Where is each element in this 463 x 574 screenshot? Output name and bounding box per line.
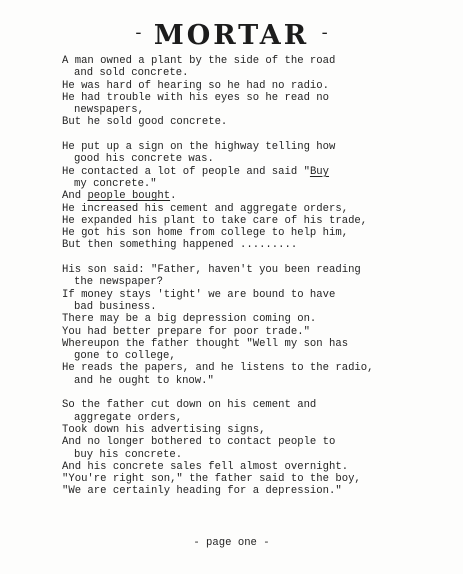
stanza (62, 141, 457, 252)
underlined-text: Buy (309, 165, 330, 178)
line-text: And no longer bothered to contact people to (62, 436, 336, 449)
line-text: He got his son home from college to help him, (62, 227, 349, 240)
stanza (62, 264, 457, 387)
text-line (62, 289, 457, 301)
line-text: and sold concrete. (74, 67, 189, 80)
line-text: and he ought to know." (74, 374, 214, 387)
text-line (62, 55, 457, 67)
line-text: good his concrete was. (74, 153, 214, 166)
text-line (62, 239, 457, 251)
page-footer: - page one - (193, 537, 270, 549)
text-line (62, 166, 457, 178)
line-text: Took down his advertising signs, (62, 423, 266, 436)
text-line (62, 92, 457, 104)
line-text: He put up a sign on the highway telling how (62, 141, 336, 154)
line-text: the newspaper? (74, 276, 164, 289)
text-line (62, 178, 457, 190)
text-line (62, 276, 457, 288)
text-line (62, 375, 457, 387)
line-text: "We are certainly heading for a depression." (62, 485, 342, 498)
line-text: bad business. (74, 300, 157, 313)
title-text: MORTAR (153, 20, 310, 51)
line-text: But he sold good concrete. (62, 116, 228, 129)
line-text: newspapers, (74, 104, 144, 117)
line-text: "You're right son," the father said to the boy, (62, 473, 361, 486)
line-text: aggregate orders, (74, 411, 183, 424)
text-line (62, 190, 457, 202)
line-text: Whereupon the father thought "Well my son has (62, 337, 349, 350)
text-line (62, 362, 457, 374)
text-line (62, 203, 457, 215)
line-text: His son said: "Father, haven't you been reading (62, 264, 361, 277)
text-line (62, 412, 457, 424)
text-line (62, 461, 457, 473)
text-line (62, 485, 457, 497)
line-text-after: . (170, 190, 177, 203)
line-text: And his concrete sales fell almost overnight. (62, 460, 349, 473)
line-text: And (62, 190, 88, 203)
underlined-text: people bought (87, 190, 171, 203)
line-text: So the father cut down on his cement and (62, 399, 317, 412)
text-line (62, 338, 457, 350)
line-text: But then something happened ......... (62, 239, 298, 252)
line-text: He reads the papers, and he listens to the radio, (62, 362, 374, 375)
text-line (62, 399, 457, 411)
stanza (62, 55, 457, 129)
title-dash-right: - (321, 22, 328, 43)
title-dash-left: - (135, 22, 142, 43)
text-line (62, 424, 457, 436)
text-line (62, 80, 457, 92)
document-title (0, 20, 463, 51)
line-text: He was hard of hearing so he had no radio. (62, 79, 330, 92)
line-text: You had better prepare for poor trade." (62, 325, 310, 338)
text-line (62, 141, 457, 153)
text-line (62, 153, 457, 165)
text-line (62, 436, 457, 448)
line-text: He increased his cement and aggregate orders, (62, 202, 349, 215)
line-text: He had trouble with his eyes so he read no (62, 91, 330, 104)
line-text: buy his concrete. (74, 448, 183, 461)
text-line (62, 67, 457, 79)
line-text: If money stays 'tight' we are bound to have (62, 288, 336, 301)
text-line (62, 313, 457, 325)
text-line (62, 350, 457, 362)
text-line (62, 104, 457, 116)
text-line (62, 215, 457, 227)
line-text: He expanded his plant to take care of his trade, (62, 214, 368, 227)
poem-body (62, 55, 457, 510)
line-text: A man owned a plant by the side of the road (62, 55, 336, 67)
text-line (62, 326, 457, 338)
text-line (62, 116, 457, 128)
line-text: He contacted a lot of people and said " (62, 165, 310, 178)
text-line (62, 449, 457, 461)
line-text: my concrete." (74, 177, 157, 190)
text-line (62, 473, 457, 485)
line-text: gone to college, (74, 350, 176, 363)
stanza (62, 399, 457, 497)
line-text: There may be a big depression coming on. (62, 313, 317, 326)
text-line (62, 227, 457, 239)
text-line (62, 301, 457, 313)
text-line (62, 264, 457, 276)
